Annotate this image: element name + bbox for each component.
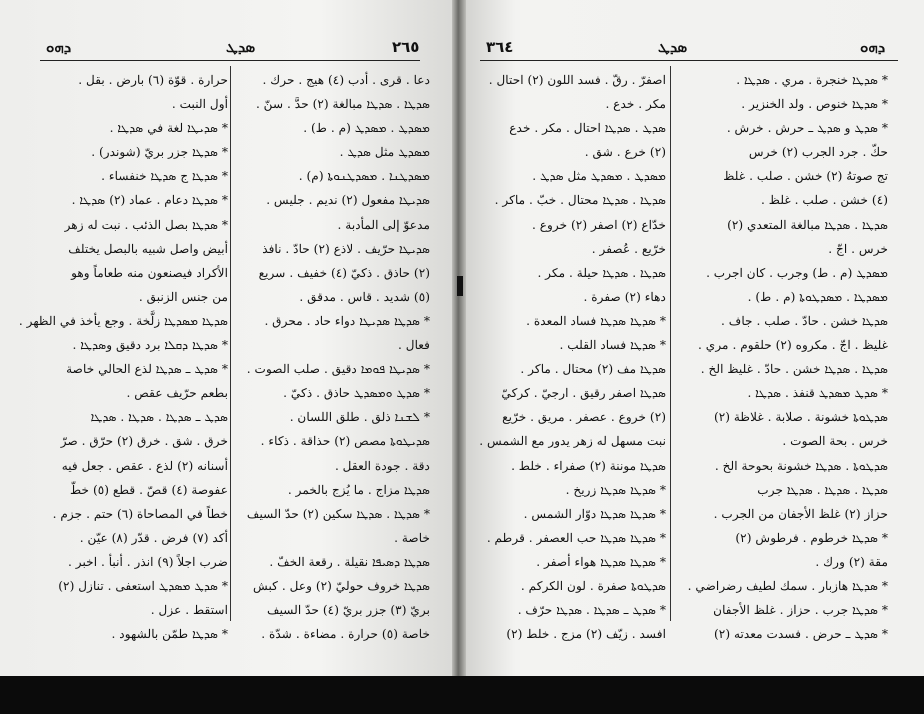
- entry-line: ܣܕܛܐ موننة (٢) صفراء . خلط .: [511, 458, 666, 473]
- right-page: [460, 0, 924, 676]
- entry-line: دقة . جودة العقل .: [334, 458, 430, 473]
- right-page-left-column: [479, 68, 666, 646]
- entry-line: بطعم حرّيف عقص .: [126, 386, 228, 401]
- entry-line: * ܣܕܛܐ خنجرة . مري . ܣܕܛܐ .: [736, 73, 888, 87]
- entry-line: * ܣܕܝܛܐ ܦܘܡܐ دقيق . صلب الصوت .: [246, 362, 430, 377]
- left-page-right-column: [234, 68, 430, 646]
- entry-line: دهاء (٢) صفرة .: [583, 289, 666, 304]
- entry-line: ܡܣܕܛ (م . ط) وجرب . كان اجرب .: [706, 265, 888, 280]
- entry-line: من جنس الزنبق .: [138, 289, 228, 304]
- entry-line: أول النبت .: [171, 97, 228, 112]
- entry-line: * ܣܕܛܐ بصل الذئب . نبت له زهر: [64, 217, 228, 232]
- entry-line: حزاز (٢) غلظ الأجفان من الجرب .: [713, 506, 888, 521]
- entry-line: أسنانه (٢) لذع . عقص . جعل فيه: [61, 458, 228, 473]
- entry-line: (٥) شديد . قاس . مدقق .: [299, 289, 430, 304]
- right-header-right-word: ܕܗܘ: [860, 38, 886, 56]
- left-header-center-word: ܣܕܛ: [226, 38, 256, 56]
- entry-line: ܡܣܕܛܢܐ . ܡܣܕܛܢܘܬܐ (م) .: [298, 169, 430, 184]
- entry-line: عفوصة (٤) قصّ . قطع (٥) خطّ: [69, 482, 228, 497]
- scan-bottom-edge: [0, 676, 924, 714]
- entry-line: * ܠܫܢܐ ذلق . طلق اللسان .: [289, 410, 430, 425]
- entry-line: الأكراد فيصنعون منه طعاماً وهو: [71, 265, 228, 280]
- entry-line: * ܣܕܛܐ جزر بريّ (شوندر) .: [91, 145, 228, 160]
- entry-line: ܡܣܕܛ مثل ܣܕܛ .: [339, 145, 430, 160]
- entry-line: * ܣܕܛܐ ܣܕܛܐ هواء أصفر .: [536, 554, 666, 569]
- entry-line: * ܣܕܛ ـ ܣܕܛܐ لذع الحالي خاصة: [66, 362, 228, 377]
- entry-line: ܣܕܛܐ ܕܣܝܦܐ نقيلة . رقعة الخفّ .: [269, 554, 430, 569]
- left-header-page-number: ٢٦٥: [392, 38, 420, 56]
- entry-line: * ܣܕܛܐ . ܣܕܛܐ سكين (٢) حدّ السيف: [246, 506, 430, 521]
- entry-line: ܣܕܛܐ . ܣܕܛܐ . ܣܕܛܐ جرب: [757, 482, 888, 497]
- left-page: [0, 0, 456, 676]
- entry-line: ضرب اجلاً (٩) انذر . أنبأ . اخبر .: [68, 554, 228, 569]
- entry-line: * ܣܕܛܐ طمّن بالشهود .: [111, 627, 228, 642]
- entry-line: ܣܕܛܐ . ܣܕܛܐ مبالغة المتعدي (٢): [727, 217, 888, 232]
- entry-line: * ܣܕܛܐ ܣܕܛܐ فساد المعدة .: [526, 313, 666, 328]
- entry-line: خدّاع (٢) اصفر (٢) خروع .: [532, 217, 666, 232]
- entry-line: * ܣܕܝܛܐ لغة في ܣܕܛܐ .: [109, 121, 228, 136]
- entry-line: * ܣܕܛܐ ܣܕܛܐ حب العصفر . قرطم .: [486, 530, 666, 545]
- entry-line: مكر . خدع .: [605, 97, 666, 112]
- book-gutter: [452, 0, 466, 676]
- entry-line: * ܣܕܛܐ ܣܕܛܐ دوّار الشمس .: [523, 506, 666, 521]
- right-header-center-word: ܣܕܛ: [658, 38, 688, 56]
- entry-line: * ܣܕܛܐ هازبار . سمك لطيف رضراضي .: [687, 578, 888, 593]
- entry-line: * ܣܕܛ ܡܣܕܛ استعفى . تنازل (٢): [58, 578, 228, 593]
- entry-line: ܣܕܛܐ خروف حوليّ (٢) وعل . كبش: [252, 578, 430, 593]
- entry-line: ܣܕܛ . ܣܕܛܐ احتال . مكر . خدع: [509, 121, 666, 136]
- entry-line: ܣܕܝܛܐ حرّيف . لاذع (٢) حادّ . نافذ: [262, 241, 430, 256]
- left-header-left-word: ܕܗܘ: [46, 38, 72, 56]
- entry-line: * ܣܕܛ ـ حرض . فسدت معدته (٢): [714, 627, 888, 642]
- gutter-clip: [457, 276, 463, 296]
- entry-line: ܣܕܛܘܬܐ . ܣܕܛܐ خشونة بحوحة الخ .: [714, 458, 888, 473]
- entry-line: حرارة . قوّة (٦) بارض . بقل .: [78, 73, 228, 87]
- left-column-divider: [230, 66, 231, 621]
- entry-line: * ܣܕܛܐ دعام . عماد (٢) ܣܕܛܐ .: [71, 193, 228, 208]
- entry-line: مقة (٢) ورك .: [815, 554, 888, 569]
- entry-line: افسد . زيّف (٢) مزج . خلط (٢): [506, 627, 666, 642]
- entry-line: ܣܕܛܘܬܐ خشونة . صلابة . غلاظة (٢): [713, 410, 888, 425]
- entry-line: دعا . قرى . أدب (٤) هيج . حرك .: [262, 73, 430, 87]
- entry-line: تج صوتهُ (٢) خشن . صلب . غلظ: [723, 169, 888, 184]
- entry-line: * ܣܕܛܐ ܣܕܛܐ زريخ .: [565, 482, 666, 497]
- entry-line: ܣܕܛܐ مف (٢) محتال . ماكر .: [520, 362, 666, 377]
- entry-line: خطاً في المصاحاة (٦) حتم . جزم .: [52, 506, 228, 521]
- entry-line: * ܣܕܛܐ فساد القلب .: [559, 338, 666, 353]
- entry-line: * ܣܕܛ ـ ܣܕܛܐ . ܣܕܛܐ حرّف .: [517, 603, 666, 618]
- entry-line: ܣܕܛ ـ ܣܕܛܐ . ܣܕܛܐ . ܣܕܛܐ: [90, 410, 228, 425]
- right-page-right-column: [674, 68, 888, 646]
- entry-line: * ܣܕܛܐ جرب . حزاز . غلظ الأجفان: [713, 603, 888, 618]
- left-page-header: [0, 38, 456, 58]
- entry-line: خاصة (٥) حرارة . مضاءة . شدّة .: [261, 627, 430, 642]
- entry-line: ܣܕܛܐ اصفر رقيق . ارجيّ . كركيّ: [501, 386, 666, 401]
- entry-line: خرس . اجّ .: [828, 241, 888, 256]
- entry-line: ܣܕܛܐ . ܣܕܛܐ محتال . خبّ . ماكر .: [494, 193, 666, 208]
- entry-line: أكد (٧) فرض . قدّر (٨) عيّن .: [79, 530, 228, 545]
- entry-line: * ܣܕܛܐ خرطوم . فرطوش (٢): [735, 530, 888, 545]
- entry-line: ܣܕܝܛܐ مفعول (٢) نديم . جليس .: [266, 193, 430, 208]
- entry-line: مدعوّ إلى المأدبة .: [337, 217, 430, 232]
- entry-line: خرس . بحة الصوت .: [782, 434, 888, 449]
- right-header-rule: [480, 60, 898, 61]
- entry-line: ܡܣܕܛܐ . ܡܣܕܛܘܬܐ (م . ط) .: [747, 289, 888, 304]
- entry-line: * ܣܕܛ ܘܡܣܕܛ حاذق . ذكيّ .: [283, 386, 430, 401]
- entry-line: خاصة .: [394, 530, 430, 545]
- right-column-divider: [670, 66, 671, 621]
- entry-line: أبيض واصل شبيه بالبصل يختلف: [68, 241, 228, 256]
- entry-line: * ܣܕܛ ܡܣܕܛ قنفذ . ܣܕܛܐ .: [747, 386, 888, 401]
- right-page-header: [460, 38, 924, 58]
- entry-line: فعال .: [397, 338, 430, 353]
- entry-line: * ܣܕܛܐ ܣܕܝܛܐ دواء حاد . محرق .: [264, 313, 430, 328]
- entry-line: خرّيع . عُصفر .: [591, 241, 666, 256]
- entry-line: غليظ . اجّ . مكروه (٢) حلقوم . مري .: [698, 338, 888, 353]
- entry-line: ܣܕܛܘܬܐ صفرة . لون الكركم .: [520, 578, 666, 593]
- entry-line: بريّ (٣) جزر بريّ (٤) حدّ السيف: [266, 603, 430, 618]
- right-header-page-number: ٣٦٤: [486, 38, 514, 56]
- entry-line: (٢) حاذق . ذكيّ (٤) خفيف . سريع: [258, 265, 430, 280]
- left-header-rule: [40, 60, 420, 61]
- entry-line: (٢) خروع . عصفر . مريق . خرّيع: [502, 410, 666, 425]
- entry-line: ܣܕܛܐ . ܣܕܛܐ خشن . حادّ . غليظ الخ .: [700, 362, 888, 377]
- entry-line: ܣܕܛܐ . ܣܕܛܐ حيلة . مكر .: [537, 265, 666, 280]
- entry-line: * ܣܕܛܐ ܕܩܠܐ برد دقيق وܣܕܛܐ .: [72, 338, 228, 353]
- entry-line: ܡܣܕܛ . ܡܣܕܛ مثل ܣܕܛ .: [532, 169, 666, 184]
- entry-line: خرق . شق . خرق (٢) حرّق . صرّ: [60, 434, 228, 449]
- entry-line: ܣܕܛܐ . ܣܕܛܐ مبالغة (٢) حدَّ . سنّ .: [255, 97, 430, 112]
- entry-line: نبت مسهل له زهر يدور مع الشمس .: [479, 434, 666, 449]
- entry-line: استقط . عزل .: [150, 603, 228, 618]
- entry-line: * ܣܕܛܐ ج ܣܕܛܐ خنفساء .: [101, 169, 228, 184]
- entry-line: (٢) خرع . شق .: [584, 145, 666, 160]
- entry-line: ܣܕܛܐ خشن . حادّ . صلب . جاف .: [720, 313, 888, 328]
- entry-line: ܣܕܛܐ مزاج . ما يُزج بالخمر .: [287, 482, 430, 497]
- entry-line: حكّ . جرد الجرب (٢) خرس: [748, 145, 888, 160]
- left-page-left-column: [18, 68, 228, 646]
- entry-line: * ܣܕܛ و ܣܕܛ ـ حرش . خرش .: [726, 121, 888, 136]
- entry-line: ܣܕܝܛܘܬܐ مصص (٢) حذاقة . ذكاء .: [260, 434, 430, 449]
- entry-line: ܣܕܛܐ ܡܣܕܛܐ زلَّخة . وجع يأخذ في الظهر .: [18, 313, 228, 328]
- entry-line: ܡܣܕܛ . ܡܣܕܛ (م . ط) .: [303, 121, 430, 136]
- entry-line: اصفرّ . رقّ . فسد اللون (٢) احتال .: [488, 73, 666, 87]
- entry-line: * ܣܕܛܐ خنوص . ولد الخنزير .: [741, 97, 888, 112]
- entry-line: (٤) خشن . صلب . غلظ .: [761, 193, 888, 208]
